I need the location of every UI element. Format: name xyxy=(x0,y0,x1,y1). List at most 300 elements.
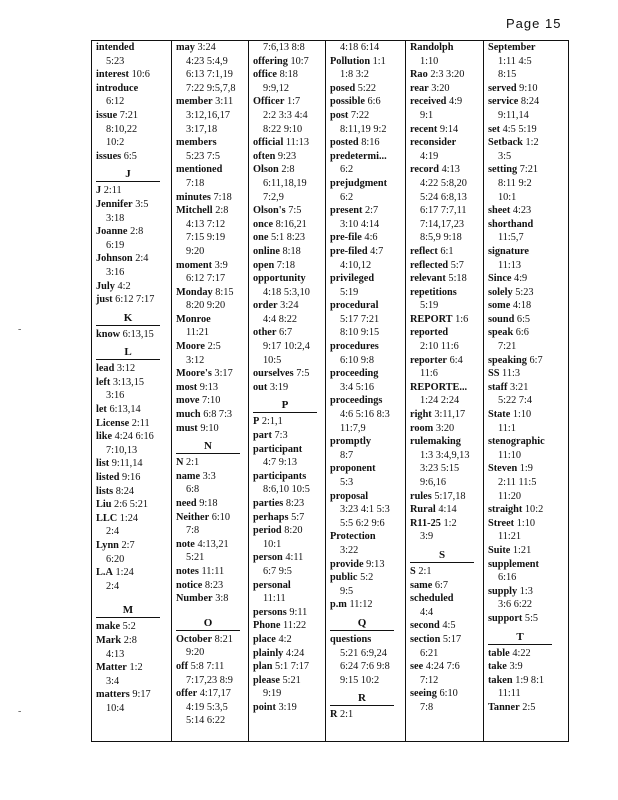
page-ref: 1:6 xyxy=(455,313,469,325)
index-entry xyxy=(330,708,405,722)
page-ref: 8:16,21 xyxy=(275,218,307,230)
page-ref: 9:18 xyxy=(199,498,218,509)
page-ref: 1:3 3:4,9,13 xyxy=(420,449,470,461)
page-ref: 5:5 6:2 9:6 xyxy=(340,517,385,529)
index-entry xyxy=(176,204,248,218)
page-ref: 4:6 xyxy=(364,232,378,244)
index-word: intended xyxy=(96,42,135,53)
index-entry xyxy=(330,299,405,313)
index-word: Street xyxy=(488,517,515,529)
page-ref: 7:10,13 xyxy=(106,444,138,456)
index-entry xyxy=(410,136,483,150)
index-entry xyxy=(96,184,171,198)
index-word: October xyxy=(176,633,213,645)
page-ref: 1:9 xyxy=(519,463,533,475)
page-ref: 4:22 5:8,20 xyxy=(420,177,467,189)
page-ref: 4:13 xyxy=(106,648,125,660)
page-ref: 2:4 xyxy=(106,526,120,538)
index-entry xyxy=(176,286,248,300)
index-word: Steven xyxy=(488,463,518,475)
page-ref: 9:11,14 xyxy=(111,458,143,470)
index-word: mentioned xyxy=(176,164,223,176)
index-entry xyxy=(176,592,248,606)
section-letter: S xyxy=(410,548,474,563)
index-entry xyxy=(253,136,325,150)
index-entry xyxy=(176,408,248,422)
page-ref: 5:18 xyxy=(448,273,467,285)
page-ref: 9:10 xyxy=(519,82,538,94)
section-letter: M xyxy=(96,603,160,618)
index-entry xyxy=(253,95,325,109)
index-entry xyxy=(96,362,171,376)
index-word: Moore xyxy=(176,341,205,353)
page-number: Page 15 xyxy=(506,16,562,31)
index-word: participants xyxy=(253,470,307,482)
index-entry xyxy=(96,403,171,417)
index-entry xyxy=(488,408,568,422)
page-ref: 4:4 xyxy=(420,606,434,618)
index-word: must xyxy=(176,422,198,434)
index-word: relevant xyxy=(410,273,446,285)
index-entry xyxy=(96,328,171,342)
index-entry xyxy=(488,558,568,572)
index-word: matters xyxy=(96,689,130,701)
page-ref: 7:18 xyxy=(213,191,232,203)
page-ref: 9:11 xyxy=(289,606,308,618)
index-entry xyxy=(253,443,325,457)
page-ref: 9:13 xyxy=(366,558,385,570)
section-letter: L xyxy=(96,345,160,360)
index-word: Neither xyxy=(176,511,210,523)
index-word: please xyxy=(253,674,280,686)
index-table xyxy=(91,40,569,742)
index-word: once xyxy=(253,218,274,230)
index-word: P xyxy=(253,416,260,428)
index-word: like xyxy=(96,431,113,443)
index-word: out xyxy=(253,381,268,393)
index-entry xyxy=(488,674,568,688)
index-word: staff xyxy=(488,381,508,393)
page-ref: 5:7 xyxy=(450,259,464,271)
index-entry xyxy=(330,367,405,381)
index-entry xyxy=(488,462,568,476)
index-word: other xyxy=(253,327,277,339)
page-ref: 8:24 xyxy=(115,485,135,497)
page-ref: 4:5 5:19 xyxy=(502,123,537,135)
page-ref: 6:7 xyxy=(529,354,543,366)
page-ref: 3:12,16,17 xyxy=(186,109,231,121)
page-ref: 5:22 7:4 xyxy=(498,395,533,407)
page-ref: 5:23 7:5 xyxy=(186,150,221,162)
page-ref: 10:4 xyxy=(106,702,125,714)
index-word: minutes xyxy=(176,191,211,203)
page-ref: 10:1 xyxy=(498,191,517,203)
index-entry xyxy=(410,503,483,517)
index-entry xyxy=(96,430,171,444)
page-ref: 6:10 xyxy=(439,688,458,700)
index-word: L.A xyxy=(96,567,113,579)
index-word: Officer xyxy=(253,96,285,108)
page-ref: 4:7 xyxy=(370,245,384,257)
index-word: setting xyxy=(488,164,518,176)
page-ref: 5:17 xyxy=(442,633,462,645)
section-letter: T xyxy=(488,630,552,645)
index-entry xyxy=(176,538,248,552)
index-word: ourselves xyxy=(253,368,294,380)
index-entry xyxy=(176,367,248,381)
page-ref: 4:10,12 xyxy=(340,259,372,271)
index-entry xyxy=(410,259,483,273)
index-entry xyxy=(410,68,483,82)
page-ref: 1:7 xyxy=(287,96,301,108)
page-ref: 4:18 5:3,10 xyxy=(263,286,310,298)
index-entry xyxy=(176,456,248,470)
index-word: need xyxy=(176,498,197,509)
page-ref: 2:8 xyxy=(130,226,144,238)
page-ref: 9:13 xyxy=(199,381,219,393)
page-ref: 3:10 4:14 xyxy=(340,218,380,230)
index-entry xyxy=(96,41,171,55)
page-ref: 7:18 xyxy=(186,177,205,189)
index-entry xyxy=(253,701,325,715)
index-word: Joanne xyxy=(96,226,128,238)
index-entry xyxy=(488,95,568,109)
index-entry xyxy=(253,619,325,633)
page-ref: 4:19 5:3,5 xyxy=(186,701,228,713)
index-entry xyxy=(253,55,325,69)
index-entry xyxy=(410,579,483,593)
page-ref: 7:15 9:19 xyxy=(186,232,226,244)
index-word: some xyxy=(488,300,511,312)
index-word: repetitions xyxy=(410,286,457,298)
index-entry xyxy=(488,544,568,558)
page-ref: 3:13,15 xyxy=(112,376,145,388)
index-entry xyxy=(330,530,405,544)
index-entry xyxy=(176,340,248,354)
index-entry xyxy=(176,633,248,647)
index-word: R11-25 xyxy=(410,517,441,529)
page-ref: 9:10 xyxy=(200,422,219,434)
page-ref: 11:11 xyxy=(201,565,225,577)
index-entry xyxy=(410,619,483,633)
index-entry xyxy=(410,82,483,96)
page-ref: 4:14 xyxy=(438,504,457,516)
index-entry xyxy=(96,620,171,634)
index-word: take xyxy=(488,661,507,673)
index-word: note xyxy=(176,538,195,550)
index-word: left xyxy=(96,376,111,388)
index-entry xyxy=(96,376,171,390)
index-word: Since xyxy=(488,273,512,285)
index-entry xyxy=(488,41,568,55)
index-entry xyxy=(176,470,248,484)
index-entry xyxy=(330,177,405,191)
page-ref: 6:24 7:6 9:8 xyxy=(340,661,390,673)
index-word: rulemaking xyxy=(410,436,461,448)
index-entry xyxy=(253,470,325,484)
index-entry xyxy=(96,225,171,239)
index-word: service xyxy=(488,96,519,108)
index-entry xyxy=(330,340,405,354)
page-ref: 2:5 xyxy=(522,701,536,713)
index-word: proposal xyxy=(330,490,369,502)
index-entry xyxy=(488,503,568,517)
index-entry xyxy=(488,218,568,232)
index-word: one xyxy=(253,232,269,244)
index-entry xyxy=(253,163,325,177)
index-word: stenographic xyxy=(488,436,545,448)
index-entry xyxy=(176,191,248,205)
page-ref: 2:3 3:20 xyxy=(430,69,465,81)
page-ref: 2:11 xyxy=(131,417,150,429)
index-word: shorthand xyxy=(488,218,534,230)
page-ref: 6:13,14 xyxy=(109,404,141,416)
index-entry xyxy=(253,367,325,381)
index-word: Pollution xyxy=(330,55,371,67)
page-ref: 4:4 8:22 xyxy=(263,313,298,325)
index-entry xyxy=(96,280,171,294)
page-ref: 3:11,17 xyxy=(434,409,466,421)
page-ref: 4:9 xyxy=(448,96,463,108)
page-ref: 1:2 xyxy=(443,517,457,529)
index-word: rear xyxy=(410,82,429,94)
page-ref: 2:5 xyxy=(207,341,221,353)
index-word: taken xyxy=(488,674,513,686)
index-word: REPORT xyxy=(410,313,453,325)
index-word: Johnson xyxy=(96,253,133,265)
page-ref: 3:3 xyxy=(202,470,216,482)
page-ref: 1:10 xyxy=(512,409,532,421)
page-ref: 6:4 xyxy=(449,354,463,366)
index-entry xyxy=(410,490,483,504)
index-entry xyxy=(253,606,325,620)
index-word: online xyxy=(253,245,280,257)
page-ref: 4:6 5:16 8:3 xyxy=(340,409,390,421)
index-entry xyxy=(410,163,483,177)
page-ref: 9:17 10:2,4 xyxy=(263,341,310,353)
index-word: official xyxy=(253,137,284,149)
index-entry xyxy=(96,252,171,266)
page-ref: 2:8 xyxy=(215,205,229,217)
index-entry xyxy=(488,517,568,531)
index-entry xyxy=(488,660,568,674)
index-entry xyxy=(330,136,405,150)
index-word: rules xyxy=(410,490,432,502)
page-ref: 6:6 xyxy=(515,327,529,339)
index-entry xyxy=(330,462,405,476)
page-ref: 7:2,9 xyxy=(263,191,284,203)
index-word: participant xyxy=(253,443,303,455)
index-column-6 xyxy=(483,41,569,741)
index-word: Setback xyxy=(488,137,523,149)
page-ref: 7:10 xyxy=(202,395,221,407)
index-word: offering xyxy=(253,55,288,67)
page-ref: 3:4 xyxy=(106,675,120,687)
index-entry xyxy=(410,435,483,449)
index-word: predetermi... xyxy=(330,150,387,162)
page-ref: 4:2 xyxy=(278,633,292,645)
page-ref: 10:6 xyxy=(131,69,150,81)
index-entry xyxy=(96,150,171,164)
index-word: speaking xyxy=(488,354,527,366)
page-ref: 5:1 8:23 xyxy=(271,232,306,244)
index-entry xyxy=(330,394,405,408)
index-entry xyxy=(253,204,325,218)
page-ref: 2:1 xyxy=(186,457,200,469)
index-word: July xyxy=(96,280,115,292)
page-ref: 5:2 xyxy=(122,621,136,633)
index-entry xyxy=(253,381,325,395)
page-ref: 3:19 xyxy=(269,381,289,393)
index-word: prejudgment xyxy=(330,177,388,189)
index-word: section xyxy=(410,633,441,645)
index-word: questions xyxy=(330,633,372,645)
page-ref: 3:20 xyxy=(431,82,450,94)
index-word: Phone xyxy=(253,620,281,632)
page-ref: 8:22 9:10 xyxy=(263,123,303,135)
page-ref: 3:9 xyxy=(420,531,434,543)
page-ref: 4:23 5:4,9 xyxy=(186,55,228,67)
index-column-3 xyxy=(248,41,325,741)
page-ref: 6:7 9:5 xyxy=(263,565,292,577)
index-entry xyxy=(410,408,483,422)
index-entry xyxy=(96,293,171,307)
index-word: p.m xyxy=(330,599,347,611)
index-entry xyxy=(176,163,248,177)
index-entry xyxy=(410,517,483,531)
spacer xyxy=(176,606,248,612)
index-entry xyxy=(253,511,325,525)
index-entry xyxy=(330,204,405,218)
index-word: J xyxy=(96,185,102,197)
page-ref: 4:17,17 xyxy=(199,688,231,700)
margin-mark: - xyxy=(18,706,22,717)
index-word: right xyxy=(410,409,432,421)
page-ref: 11:10 xyxy=(498,449,522,461)
index-word: reported xyxy=(410,327,449,339)
index-entry xyxy=(488,612,568,626)
index-entry xyxy=(96,417,171,431)
index-entry xyxy=(410,633,483,647)
index-entry xyxy=(96,512,171,526)
index-entry xyxy=(410,660,483,674)
index-word: interest xyxy=(96,69,129,81)
index-word: point xyxy=(253,701,276,713)
page-ref: 3:23 5:15 xyxy=(420,463,460,475)
index-word: Suite xyxy=(488,544,511,556)
page-ref: 6:17 7:7,11 xyxy=(420,205,467,217)
page-ref: 2:1 xyxy=(418,565,432,577)
index-word: posted xyxy=(330,137,359,149)
index-entry xyxy=(330,633,405,647)
page-ref: 7:14,17,23 xyxy=(420,218,465,230)
index-entry xyxy=(176,511,248,525)
index-word: State xyxy=(488,409,511,421)
page-ref: 4:13 xyxy=(441,164,460,176)
index-entry xyxy=(253,218,325,232)
page-ref: 2:10 11:6 xyxy=(420,341,459,353)
index-word: public xyxy=(330,572,358,584)
index-word: often xyxy=(253,150,276,162)
index-word: reflect xyxy=(410,245,438,257)
page-ref: 3:16 xyxy=(106,390,125,402)
index-entry xyxy=(253,259,325,273)
index-word: present xyxy=(330,205,363,217)
index-word: opportunity xyxy=(253,273,306,285)
index-word: privileged xyxy=(330,273,375,285)
index-word: sound xyxy=(488,313,515,325)
page-ref: 3:19 xyxy=(278,701,297,713)
index-entry xyxy=(330,558,405,572)
index-entry xyxy=(253,272,325,286)
index-word: list xyxy=(96,458,110,470)
page-ref: 2:11 xyxy=(103,185,122,197)
page-ref: 4:24 7:6 xyxy=(425,661,460,673)
index-entry xyxy=(488,313,568,327)
page-ref: 6:21 xyxy=(420,647,439,659)
page-ref: 1:1 xyxy=(372,55,386,67)
page-ref: 10:2 xyxy=(524,504,544,516)
index-word: much xyxy=(176,409,201,421)
page-ref: 2:8 xyxy=(123,634,137,646)
page-ref: 4:11 xyxy=(285,552,304,564)
page-ref: 3:4 5:16 xyxy=(340,381,375,393)
index-word: period xyxy=(253,525,282,537)
index-word: Number xyxy=(176,593,213,605)
index-entry xyxy=(253,299,325,313)
index-word: Mitchell xyxy=(176,205,213,217)
index-word: record xyxy=(410,164,439,176)
index-word: recent xyxy=(410,123,438,135)
page-ref: 8:18 xyxy=(282,245,301,257)
index-word: Monroe xyxy=(176,313,211,325)
page-ref: 11:5,7 xyxy=(498,232,524,244)
page-ref: 5:8 7:11 xyxy=(190,660,225,672)
index-entry xyxy=(176,422,248,436)
page-ref: 7:22 9:5,7,8 xyxy=(186,82,236,94)
page-ref: 8:10 9:15 xyxy=(340,327,380,339)
page-ref: 9:15 10:2 xyxy=(340,674,380,686)
page-ref: 11:3 xyxy=(502,368,520,380)
index-entry xyxy=(488,367,568,381)
index-entry xyxy=(410,41,483,55)
page-ref: 1:24 xyxy=(115,567,134,579)
index-entry xyxy=(96,566,171,580)
page-ref: 11:12 xyxy=(349,599,373,611)
page-ref: 8:24 xyxy=(520,96,540,108)
page-ref: 6:7 xyxy=(279,327,293,339)
page-ref: 11:11 xyxy=(498,688,521,700)
section-letter: R xyxy=(330,691,394,706)
page-ref: 4:18 xyxy=(512,300,532,312)
page-ref: 6:8 7:3 xyxy=(203,409,233,421)
index-word: solely xyxy=(488,286,513,298)
page-ref: 11:1 xyxy=(498,422,516,434)
index-word: Moore's xyxy=(176,368,212,380)
page-ref: 10:5 xyxy=(263,354,282,366)
index-word: members xyxy=(176,137,217,149)
page-ref: 9:6,16 xyxy=(420,477,447,488)
index-word: SS xyxy=(488,368,500,380)
index-word: name xyxy=(176,470,201,482)
index-entry xyxy=(176,579,248,593)
page-ref: 8:23 xyxy=(204,579,224,591)
page-ref: 10:2 xyxy=(106,137,125,149)
page-ref: 6:5 xyxy=(123,150,137,162)
index-entry xyxy=(253,231,325,245)
page-ref: 4:13,21 xyxy=(197,538,229,550)
index-word: most xyxy=(176,381,198,393)
